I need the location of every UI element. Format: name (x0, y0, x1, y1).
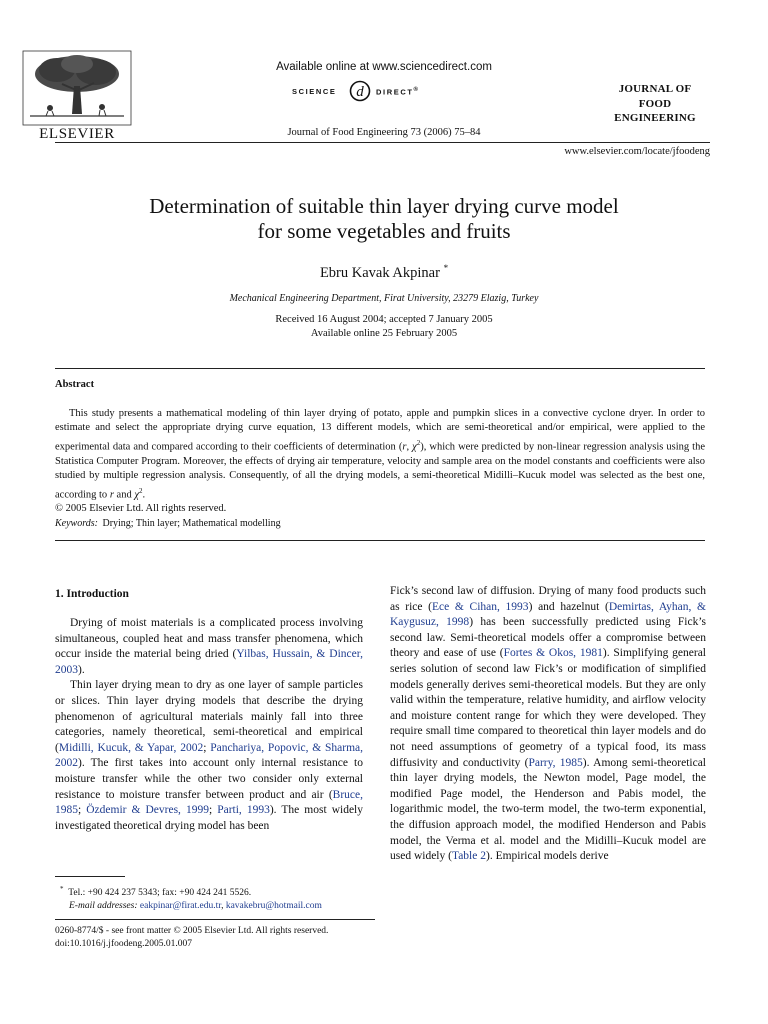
journal-name-line: FOOD (638, 97, 672, 110)
abstract-copyright: © 2005 Elsevier Ltd. All rights reserved. (55, 503, 227, 515)
footnote-contact: * Tel.: +90 424 237 5343; fax: +90 424 241 5526. (60, 885, 252, 899)
email-link[interactable]: kavakebru@hotmail.com (225, 901, 322, 912)
intro-paragraph-2: Thin layer drying mean to dry as one layer of sample particles or slices. Thin layer drying models that describe the drying phenomenon of agricultural materials mainly fall into three categories, namely theoretical, semi-theoretical and empirical (Midilli, Kucuk, & Yapar, 2002; Panchariya, Popovic, & Sharma, 2002). The first takes into account only internal resistance to moisture transfer while the other two consider only external resistance to moisture transfer between product and air (Bruce, 1985; Özdemir & Devres, 1999; Parti, 1993). The most widely investigated theoretical drying model has been (55, 679, 364, 832)
citation-link[interactable]: Yilbas, Hussain, & Dincer, 2003 (55, 648, 363, 676)
abstract-top-rule (55, 368, 705, 369)
right-paragraph: Fick’s second law of diffusion. Drying of many food products such as rice (Ece & Cihan, 1993) and hazelnut (Demirtas, Ayhan, & Kaygusuz, 1998) has been successfully predicted using Fick’s second law. Semi-theoretical models offer a compromise between theory and ease of use (Fortes & Okos, 1981). Simplifying general series solution of second law Fick’s or modification of simplified models generally derives semi-theoretical models. But they are only valid within the temperature, relative humidity, and airflow velocity and moisture content range for which they were developed. They require small time compared to theoretical thin layer models and do not need assumptions of geometry of a typical food, its mass diffusivity and conductivity (Parry, 1985). Among semi-theoretical thin layer drying models, the Newton model, Page model, the modified Page model, the Henderson and Pabis model, the logarithmic model, the two-term model, the two-term exponential, the diffusion approach model, the modified Henderson and Pabis model, the Verma et al. model and the Midilli–Kucuk model are used widely (Table 2). Empirical models derive (390, 585, 706, 863)
keywords-text: Drying; Thin layer; Mathematical modelling (102, 518, 281, 529)
email-link[interactable]: eakpinar@firat.edu.tr (139, 901, 222, 912)
author-text: Ebru Kavak Akpinar (319, 264, 440, 281)
abstract-bottom-rule (55, 540, 705, 541)
abstract-paragraph: This study presents a mathematical modeling of thin layer drying of potato, apple and pumpkin slices in a convective cyclone dryer. In order to estimate and select the appropriate drying curve equation, 13 different models, which are semi-theoretical and/or empirical, were applied to the experimental data and compared according to their coefficients of determination (r, $\chi^2$), which were predicted by non-linear regression analysis using the Statistica Computer Program. Moreover, the effects of drying air temperature, velocity and sample area on the model constants and coefficients were also studied by multiple regression analysis. Consequently, of all the drying models, a semi-theoretical Midilli–Kucuk model was selected as the best one, according to r and $\chi^2$. (55, 408, 705, 501)
citation-link[interactable]: Ece & Cihan, 1993 (432, 600, 529, 613)
header-divider (55, 142, 710, 143)
citation-link[interactable]: Midilli, Kucuk, & Yapar, 2002 (58, 741, 204, 754)
right-column (390, 584, 706, 865)
doi-line: doi:10.1016/j.jfoodeng.2005.01.007 (55, 939, 192, 949)
citation-link[interactable]: Panchariya, Popovic, & Sharma, 2002 (55, 741, 364, 770)
footnote-rule (55, 876, 125, 877)
citation-link[interactable]: Fortes & Okos, 1981 (503, 647, 603, 660)
sciencedirect-left-word: SCIENCE (292, 87, 337, 96)
bottom-info-rule (55, 919, 375, 920)
intro-paragraph-1: Drying of moist materials is a complicated process involving simultaneous, coupled heat and mass transfer phenomena, which occur inside the material being dried (Yilbas, Hussain, & Dincer, 2003). (55, 617, 363, 676)
available-date: Available online 25 February 2005 (310, 328, 458, 339)
left-column (55, 616, 363, 834)
journal-name (600, 82, 710, 126)
abstract-body (55, 407, 705, 517)
keywords (55, 518, 281, 529)
bottom-info (55, 925, 328, 951)
svg-text:d: d (356, 84, 364, 100)
article-dates (0, 313, 768, 341)
author-name (0, 263, 768, 282)
sciencedirect-logo[interactable] (292, 78, 432, 106)
journal-url-link[interactable]: www.elsevier.com/locate/jfoodeng (564, 146, 710, 157)
citation-link[interactable]: Demirtas, Ayhan, & Kaygusuz, 1998 (390, 600, 706, 629)
keywords-label: Keywords: (55, 518, 98, 529)
journal-name-line: JOURNAL OF (618, 83, 692, 95)
available-online-link[interactable]: Available online at www.sciencedirect.com (276, 61, 492, 73)
author-footnote-mark[interactable]: * (443, 263, 449, 273)
journal-name-line: ENGINEERING (614, 112, 696, 124)
article-title (0, 194, 768, 244)
citation-link[interactable]: Bruce, 1985 (55, 788, 363, 817)
table-link[interactable]: Table 2 (451, 850, 486, 863)
abstract-heading: Abstract (55, 379, 95, 390)
citation-link[interactable]: Parry, 1985 (528, 756, 583, 769)
journal-citation: Journal of Food Engineering 73 (2006) 75–84 (287, 127, 481, 138)
footnote-emails: E-mail addresses: eakpinar@firat.edu.tr, kavakebru@hotmail.com (69, 901, 322, 912)
citation-link[interactable]: Parti, 1993 (217, 804, 270, 817)
title-line: for some vegetables and fruits (257, 219, 511, 243)
footnote (55, 883, 375, 913)
publisher-name: ELSEVIER (39, 126, 115, 142)
title-line: Determination of suitable thin layer drying curve model (149, 194, 619, 218)
sciencedirect-d-icon (348, 78, 372, 102)
citation-link[interactable]: Özdemir & Devres, 1999 (86, 804, 209, 817)
front-matter-line: 0260-8774/$ - see front matter © 2005 Elsevier Ltd. All rights reserved. (55, 926, 329, 936)
sciencedirect-right-word: DIRECT® (376, 87, 420, 97)
author-affiliation: Mechanical Engineering Department, Firat University, 23279 Elazig, Turkey (229, 293, 539, 304)
received-date: Received 16 August 2004; accepted 7 January 2005 (275, 314, 493, 325)
section-heading: 1. Introduction (55, 588, 129, 600)
